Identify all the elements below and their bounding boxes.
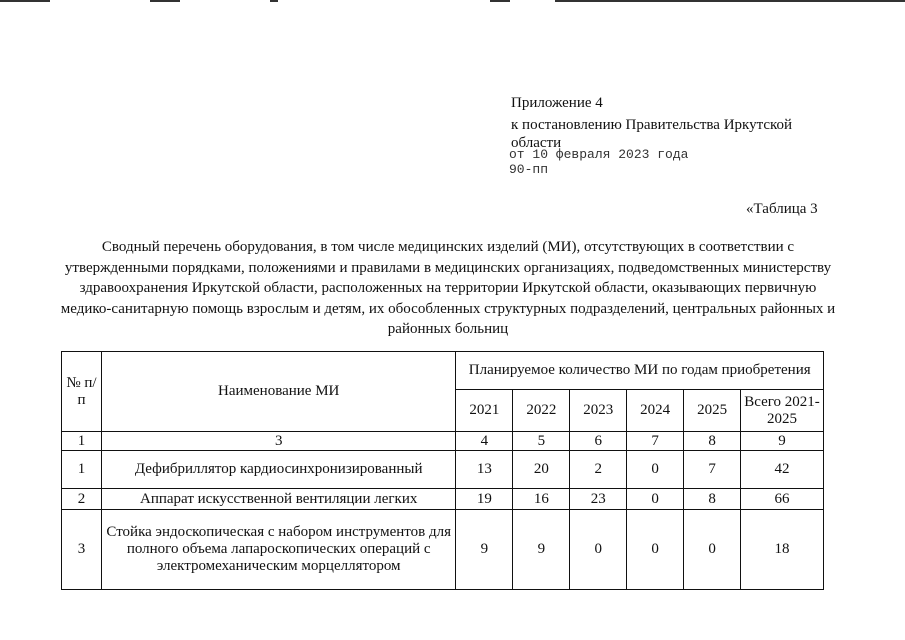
row-value: 19 bbox=[456, 489, 513, 510]
table-row bbox=[62, 489, 824, 510]
document-title: Сводный перечень оборудования, в том числе медицинских изделий (МИ), отсутствующих в соответствии с утвержденными порядками, положениями и правилами в медицинских организациях, подведомственных министерству здравоохранения Иркутской области, расположенных на территории Иркутской области, оказывающих первичную медико-санитарную помощь взрослым и детям, их обособленных структурных подразделений, центральных районных и районных больниц bbox=[60, 239, 836, 337]
header-num: № п/п bbox=[62, 352, 102, 432]
row-value: 8 bbox=[684, 489, 741, 510]
row-total: 18 bbox=[741, 510, 824, 590]
row-value: 0 bbox=[627, 451, 684, 489]
row-value: 13 bbox=[456, 451, 513, 489]
scan-edge-line bbox=[490, 0, 510, 2]
appendix-title: Приложение 4 bbox=[511, 95, 603, 111]
row-name: Дефибриллятор кардиосинхронизированный bbox=[101, 451, 456, 489]
index-cell: 7 bbox=[627, 432, 684, 451]
scan-edge-line bbox=[555, 0, 905, 2]
row-value: 7 bbox=[684, 451, 741, 489]
row-num: 1 bbox=[62, 451, 102, 489]
header-total: Всего 2021-2025 bbox=[741, 390, 824, 432]
decree-number: 90-пп bbox=[509, 162, 549, 177]
header-year: 2024 bbox=[627, 390, 684, 432]
row-num: 3 bbox=[62, 510, 102, 590]
row-value: 2 bbox=[570, 451, 627, 489]
index-cell: 5 bbox=[513, 432, 570, 451]
table-number: «Таблица 3 bbox=[746, 201, 818, 217]
row-name: Стойка эндоскопическая с набором инструментов для полного объема лапароскопических операций с электромеханическим морцеллятором bbox=[101, 510, 456, 590]
row-value: 9 bbox=[456, 510, 513, 590]
index-cell: 8 bbox=[684, 432, 741, 451]
appendix-line1: к постановлению Правительства Иркутской bbox=[511, 117, 793, 133]
row-value: 23 bbox=[570, 489, 627, 510]
row-value: 0 bbox=[627, 489, 684, 510]
row-num: 2 bbox=[62, 489, 102, 510]
index-cell: 6 bbox=[570, 432, 627, 451]
index-cell: 1 bbox=[62, 432, 102, 451]
row-value: 16 bbox=[513, 489, 570, 510]
row-value: 0 bbox=[570, 510, 627, 590]
index-cell: 3 bbox=[101, 432, 456, 451]
scan-edge-line bbox=[270, 0, 278, 2]
row-value: 9 bbox=[513, 510, 570, 590]
index-cell: 9 bbox=[741, 432, 824, 451]
row-value: 0 bbox=[627, 510, 684, 590]
header-plan: Планируемое количество МИ по годам приобретения bbox=[456, 352, 824, 390]
row-value: 0 bbox=[684, 510, 741, 590]
header-year: 2023 bbox=[570, 390, 627, 432]
table-row bbox=[62, 510, 824, 590]
scan-edge-line bbox=[150, 0, 180, 2]
row-name: Аппарат искусственной вентиляции легких bbox=[101, 489, 456, 510]
equipment-table bbox=[61, 351, 824, 590]
row-total: 42 bbox=[741, 451, 824, 489]
header-year: 2021 bbox=[456, 390, 513, 432]
header-year: 2025 bbox=[684, 390, 741, 432]
table-row bbox=[62, 451, 824, 489]
decree-date: от 10 февраля 2023 года bbox=[509, 147, 689, 162]
scan-edge-line bbox=[0, 0, 50, 2]
row-value: 20 bbox=[513, 451, 570, 489]
index-cell: 4 bbox=[456, 432, 513, 451]
appendix-line2: области bbox=[511, 135, 562, 151]
row-total: 66 bbox=[741, 489, 824, 510]
header-year: 2022 bbox=[513, 390, 570, 432]
header-name: Наименование МИ bbox=[101, 352, 456, 432]
